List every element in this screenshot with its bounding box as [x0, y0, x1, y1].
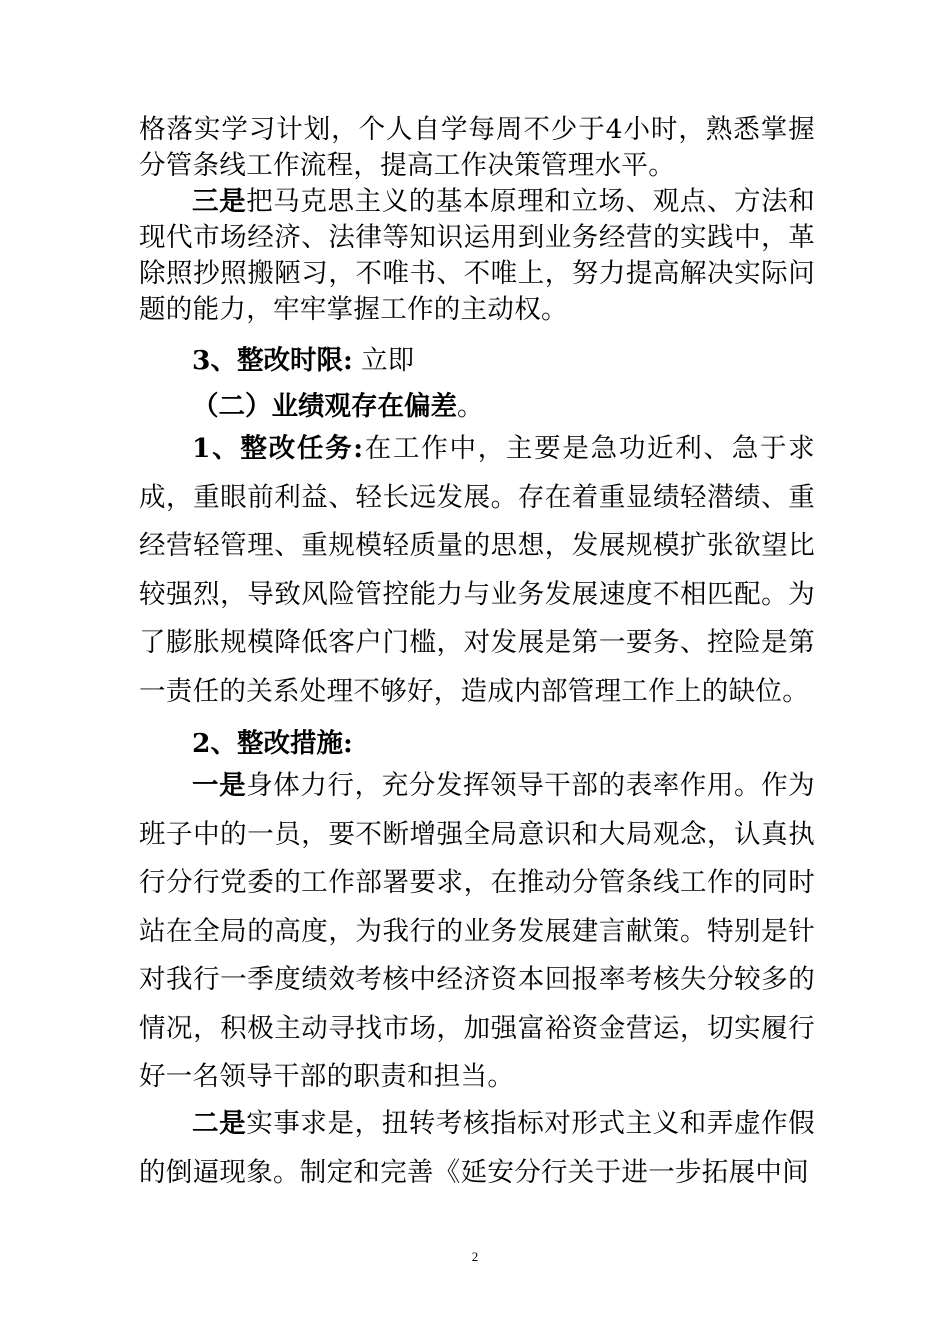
- paragraph-text: 实事求是，扭转考核指标对形式主义和弄虚作假的倒逼现象。制定和完善《延安分行关于进一步拓展中间: [139, 1108, 815, 1188]
- paragraph-text: 在工作中，主要是急功近利、急于求成，重眼前利益、轻长远发展。存在着重显绩轻潜绩、重经营轻管理、重规模轻质量的思想，发展规模扩张欲望比较强烈，导致风险管控能力与业务发展速度不相匹配。为了膨胀规模降低客户门槛，对发展是第一要务、控险是第一责任的关系处理不够好，造成内部管理工作上的缺位。: [139, 433, 815, 707]
- paragraph-measure-one: [139, 762, 815, 1102]
- measures-label: 2、整改措施:: [192, 728, 353, 759]
- paragraph-measure-two: [139, 1100, 815, 1197]
- paragraph-text: 把马克思主义的基本原理和立场、观点、方法和现代市场经济、法律等知识运用到业务经营的实践中，革除照抄照搬陋习，不唯书、不唯上，努力提高解决实际问题的能力，牢牢掌握工作的主动权。: [139, 186, 815, 325]
- deadline-value: 立即: [352, 345, 415, 376]
- measures-heading: [192, 721, 353, 760]
- paragraph-study-plan: [139, 112, 815, 184]
- deadline-label: 3、整改时限:: [192, 345, 353, 376]
- section-heading-text: （二）业绩观存在偏差: [192, 391, 457, 422]
- section-heading: [192, 384, 484, 423]
- paragraph-point-three: [139, 184, 815, 328]
- rectification-deadline: [192, 338, 414, 377]
- section-heading-tail: 。: [457, 391, 484, 422]
- lead-phrase: 三是: [192, 186, 247, 217]
- page-number: 2: [471, 1249, 479, 1264]
- paragraph-task: [139, 425, 815, 716]
- lead-phrase: 一是: [192, 770, 247, 801]
- paragraph-text: 格落实学习计划，个人自学每周不少于4小时，熟悉掌握分管条线工作流程，提高工作决策管理水平。: [139, 114, 815, 181]
- paragraph-text: 身体力行，充分发挥领导干部的表率作用。作为班子中的一员，要不断增强全局意识和大局观念，认真执行分行党委的工作部署要求，在推动分管条线工作的同时站在全局的高度，为我行的业务发展建言献策。特别是针对我行一季度绩效考核中经济资本回报率考核失分较多的情况，积极主动寻找市场，加强富裕资金营运，切实履行好一名领导干部的职责和担当。: [139, 770, 815, 1092]
- lead-phrase: 二是: [192, 1108, 247, 1139]
- task-label: 1、整改任务:: [192, 433, 364, 464]
